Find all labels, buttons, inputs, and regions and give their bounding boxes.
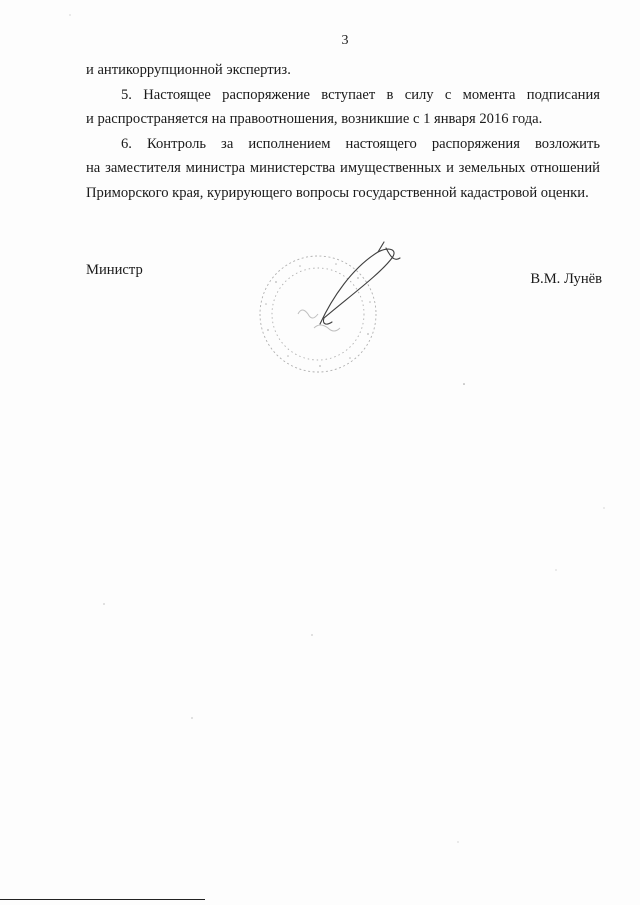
document-body xyxy=(86,58,600,205)
signatory-name: В.М. Лунёв xyxy=(530,271,602,287)
text-line: на заместителя министра министерства имущественных и земельных отношений xyxy=(86,160,600,176)
text-line: 6. Контроль за исполнением настоящего распоряжения возложить xyxy=(121,135,600,152)
text-line: Приморского края, курирующего вопросы государственной кадастровой оценки. xyxy=(86,184,589,201)
official-stamp-icon xyxy=(240,238,420,388)
paragraph-continuation xyxy=(86,58,600,83)
bottom-rule xyxy=(0,899,205,900)
paragraph-6 xyxy=(86,132,600,206)
text-line: 5. Настоящее распоряжение вступает в силу с момента подписания xyxy=(121,86,600,103)
signatory-position: Министр xyxy=(86,262,143,278)
paragraph-5 xyxy=(86,83,600,132)
page-number: 3 xyxy=(341,33,349,48)
text-line: и распространяется на правоотношения, возникшие с 1 января 2016 года. xyxy=(86,111,543,127)
text-line: и антикоррупционной экспертиз. xyxy=(86,62,291,78)
